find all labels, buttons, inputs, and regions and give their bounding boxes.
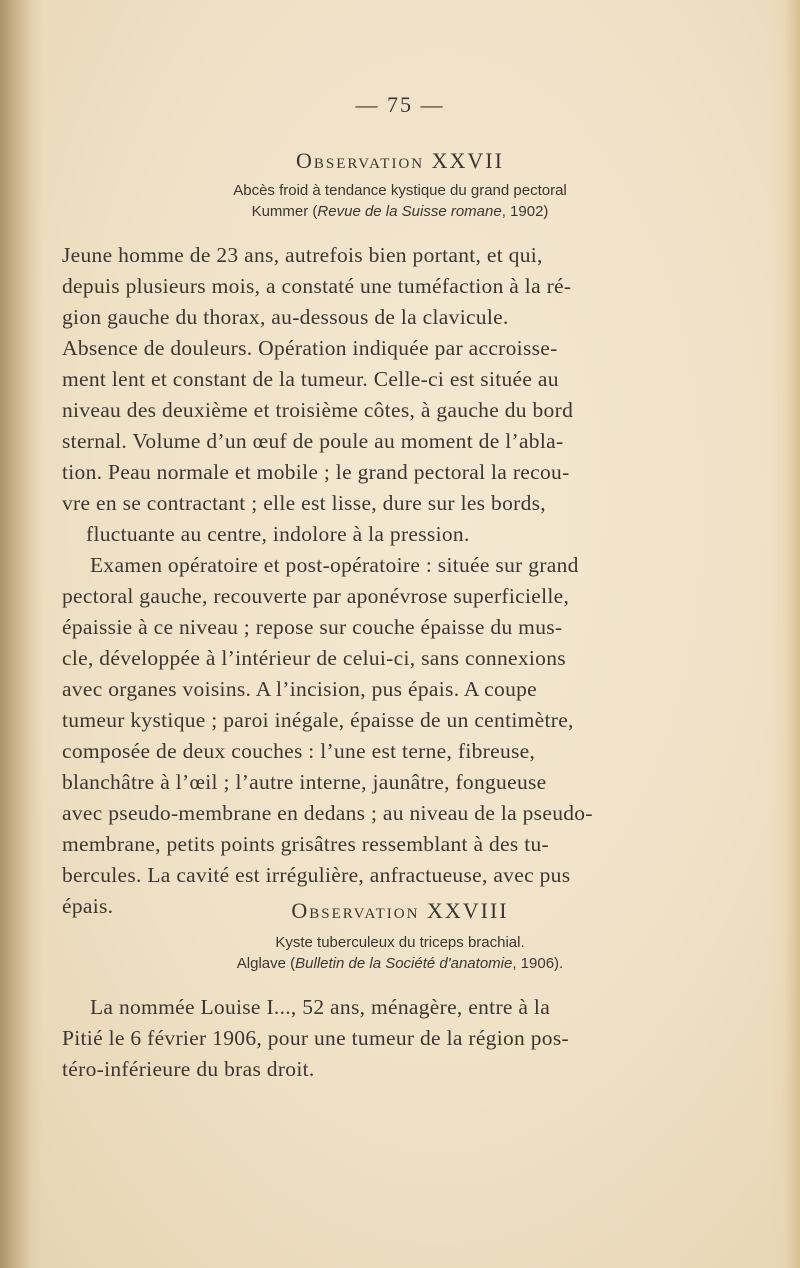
observation-28-subtitle-line1: Kyste tuberculeux du triceps brachial.	[275, 934, 525, 951]
observation-27-subtitle-line1: Abcès froid à tendance kystique du grand pectoral	[233, 182, 567, 199]
observation-28-body	[62, 992, 748, 1085]
observation-28-subtitle	[0, 932, 800, 974]
observation-27-body	[62, 240, 748, 922]
text-line: épaissie à ce niveau ; repose sur couche épaisse du mus-	[62, 615, 563, 639]
observation-27-year: , 1902)	[501, 203, 549, 220]
text-line: ment lent et constant de la tumeur. Celle-ci est située au	[62, 367, 559, 391]
text-line: gion gauche du thorax, au-dessous de la clavicule.	[62, 305, 509, 329]
text-line: cle, développée à l’intérieur de celui-ci, sans connexions	[62, 646, 566, 670]
observation-28-source: Bulletin de la Société d'anatomie	[295, 955, 513, 972]
observation-28-title: Observation XXVIII	[291, 898, 509, 923]
text-line: blanchâtre à l’œil ; l’autre interne, jaunâtre, fongueuse	[62, 770, 547, 794]
text-line: vre en se contractant ; elle est lisse, dure sur les bords,	[62, 491, 546, 515]
text-line: sternal. Volume d’un œuf de poule au moment de l’abla-	[62, 429, 564, 453]
text-line: bercules. La cavité est irrégulière, anfractueuse, avec pus	[62, 863, 571, 887]
text-line: avec organes voisins. A l’incision, pus épais. A coupe	[62, 677, 538, 701]
observation-27-author: Kummer (	[251, 203, 318, 220]
observation-27-paragraph-2	[62, 550, 748, 922]
observation-28-citation	[0, 953, 800, 974]
text-line: membrane, petits points grisâtres ressemblant à des tu-	[62, 832, 549, 856]
text-line: téro-inférieure du bras droit.	[62, 1057, 315, 1081]
text-line: pectoral gauche, recouverte par aponévrose superficielle,	[62, 584, 570, 608]
text-line: Jeune homme de 23 ans, autrefois bien portant, et qui,	[62, 243, 543, 267]
text-line: depuis plusieurs mois, a constaté une tuméfaction à la ré-	[62, 274, 572, 298]
observation-27-paragraph-1	[62, 240, 748, 550]
text-line: niveau des deuxième et troisième côtes, à gauche du bord	[62, 398, 574, 422]
observation-28-year: , 1906).	[512, 955, 564, 972]
observation-27-source: Revue de la Suisse romane	[317, 203, 502, 220]
text-line: composée de deux couches : l’une est terne, fibreuse,	[62, 739, 536, 763]
text-line: avec pseudo-membrane en dedans ; au niveau de la pseudo-	[62, 801, 593, 825]
observation-28-paragraph-1	[62, 992, 748, 1085]
observation-27-title: Observation XXVII	[296, 148, 504, 173]
text-line: tumeur kystique ; paroi inégale, épaisse de un centimètre,	[62, 708, 574, 732]
text-line: Examen opératoire et post-opératoire : située sur grand	[90, 553, 579, 577]
observation-28-author: Alglave (	[236, 955, 296, 972]
observation-27-subtitle	[0, 180, 800, 222]
text-line: tion. Peau normale et mobile ; le grand pectoral la recou-	[62, 460, 570, 484]
observation-27-citation	[0, 201, 800, 222]
text-line: Absence de douleurs. Opération indiquée par accroisse-	[62, 336, 558, 360]
text-line: épais.	[62, 894, 114, 918]
page-number: — 75 —	[355, 92, 445, 117]
text-line: fluctuante au centre, indolore à la pression.	[86, 522, 470, 546]
text-line: La nommée Louise I..., 52 ans, ménagère, entre à la	[90, 995, 551, 1019]
text-line: Pitié le 6 février 1906, pour une tumeur de la région pos-	[62, 1026, 569, 1050]
